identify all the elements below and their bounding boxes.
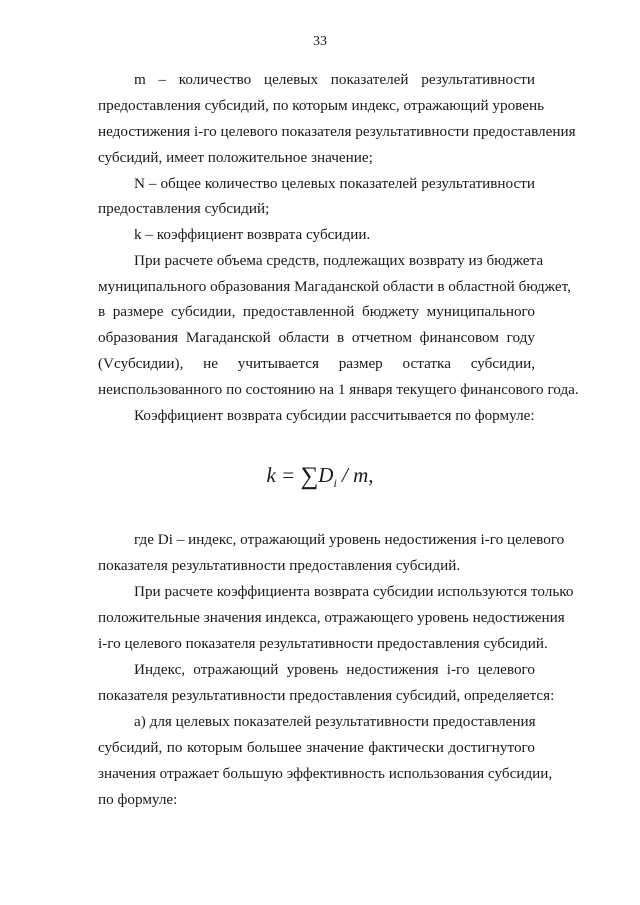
text-line: недостижения i-го целевого показателя результативности предоставления: [98, 123, 576, 140]
formula-trailing: ,: [368, 463, 374, 487]
text-line: образования Магаданской области в отчетном финансовом году: [98, 329, 535, 346]
text-line: значения отражает большую эффективность использования субсидии,: [98, 765, 553, 782]
formula-lhs: k: [266, 463, 276, 487]
text-line: муниципального образования Магаданской области в областной бюджет,: [98, 278, 571, 295]
text-line: При расчете коэффициента возврата субсидии используются только: [134, 583, 574, 600]
text-line: Коэффициент возврата субсидии рассчитывается по формуле:: [134, 407, 535, 424]
formula-division: /: [342, 463, 348, 487]
text-line: (Vсубсидии), не учитывается размер остатка субсидии,: [98, 355, 535, 372]
formula-equals: =: [281, 463, 296, 487]
text-line: N – общее количество целевых показателей результативности: [134, 175, 535, 192]
text-line: субсидий, по которым большее значение фактически достигнутого: [98, 739, 535, 756]
text-line: где Di – индекс, отражающий уровень недостижения i-го целевого: [134, 531, 565, 548]
text-line: Индекс, отражающий уровень недостижения i-го целевого: [134, 661, 535, 678]
text-line: положительные значения индекса, отражающего уровень недостижения: [98, 609, 565, 626]
formula-subscript: i: [333, 476, 337, 491]
text-line: а) для целевых показателей результативности предоставления: [134, 713, 536, 730]
text-line: в размере субсидии, предоставленной бюджету муниципального: [98, 303, 535, 320]
text-line: предоставления субсидий;: [98, 200, 270, 217]
text-line: субсидий, имеет положительное значение;: [98, 149, 373, 166]
text-line: показателя результативности предоставления субсидий.: [98, 557, 461, 574]
text-line: показателя результативности предоставления субсидий, определяется:: [98, 687, 555, 704]
text-line: m – количество целевых показателей результативности: [134, 71, 535, 88]
text-line: неиспользованного по состоянию на 1 января текущего финансового года.: [98, 381, 579, 398]
text-line: предоставления субсидий, по которым индекс, отражающий уровень: [98, 97, 545, 114]
page-number: 33: [313, 34, 327, 49]
formula: [0, 460, 640, 498]
text-line: При расчете объема средств, подлежащих возврату из бюджета: [134, 252, 544, 269]
formula-var: D: [318, 463, 334, 487]
formula-denominator: m: [353, 463, 369, 487]
text-line: k – коэффициент возврата субсидии.: [134, 226, 371, 243]
text-line: по формуле:: [98, 791, 178, 808]
formula-sum-symbol: ∑: [300, 463, 319, 490]
text-line: i-го целевого показателя результативности предоставления субсидий.: [98, 635, 548, 652]
